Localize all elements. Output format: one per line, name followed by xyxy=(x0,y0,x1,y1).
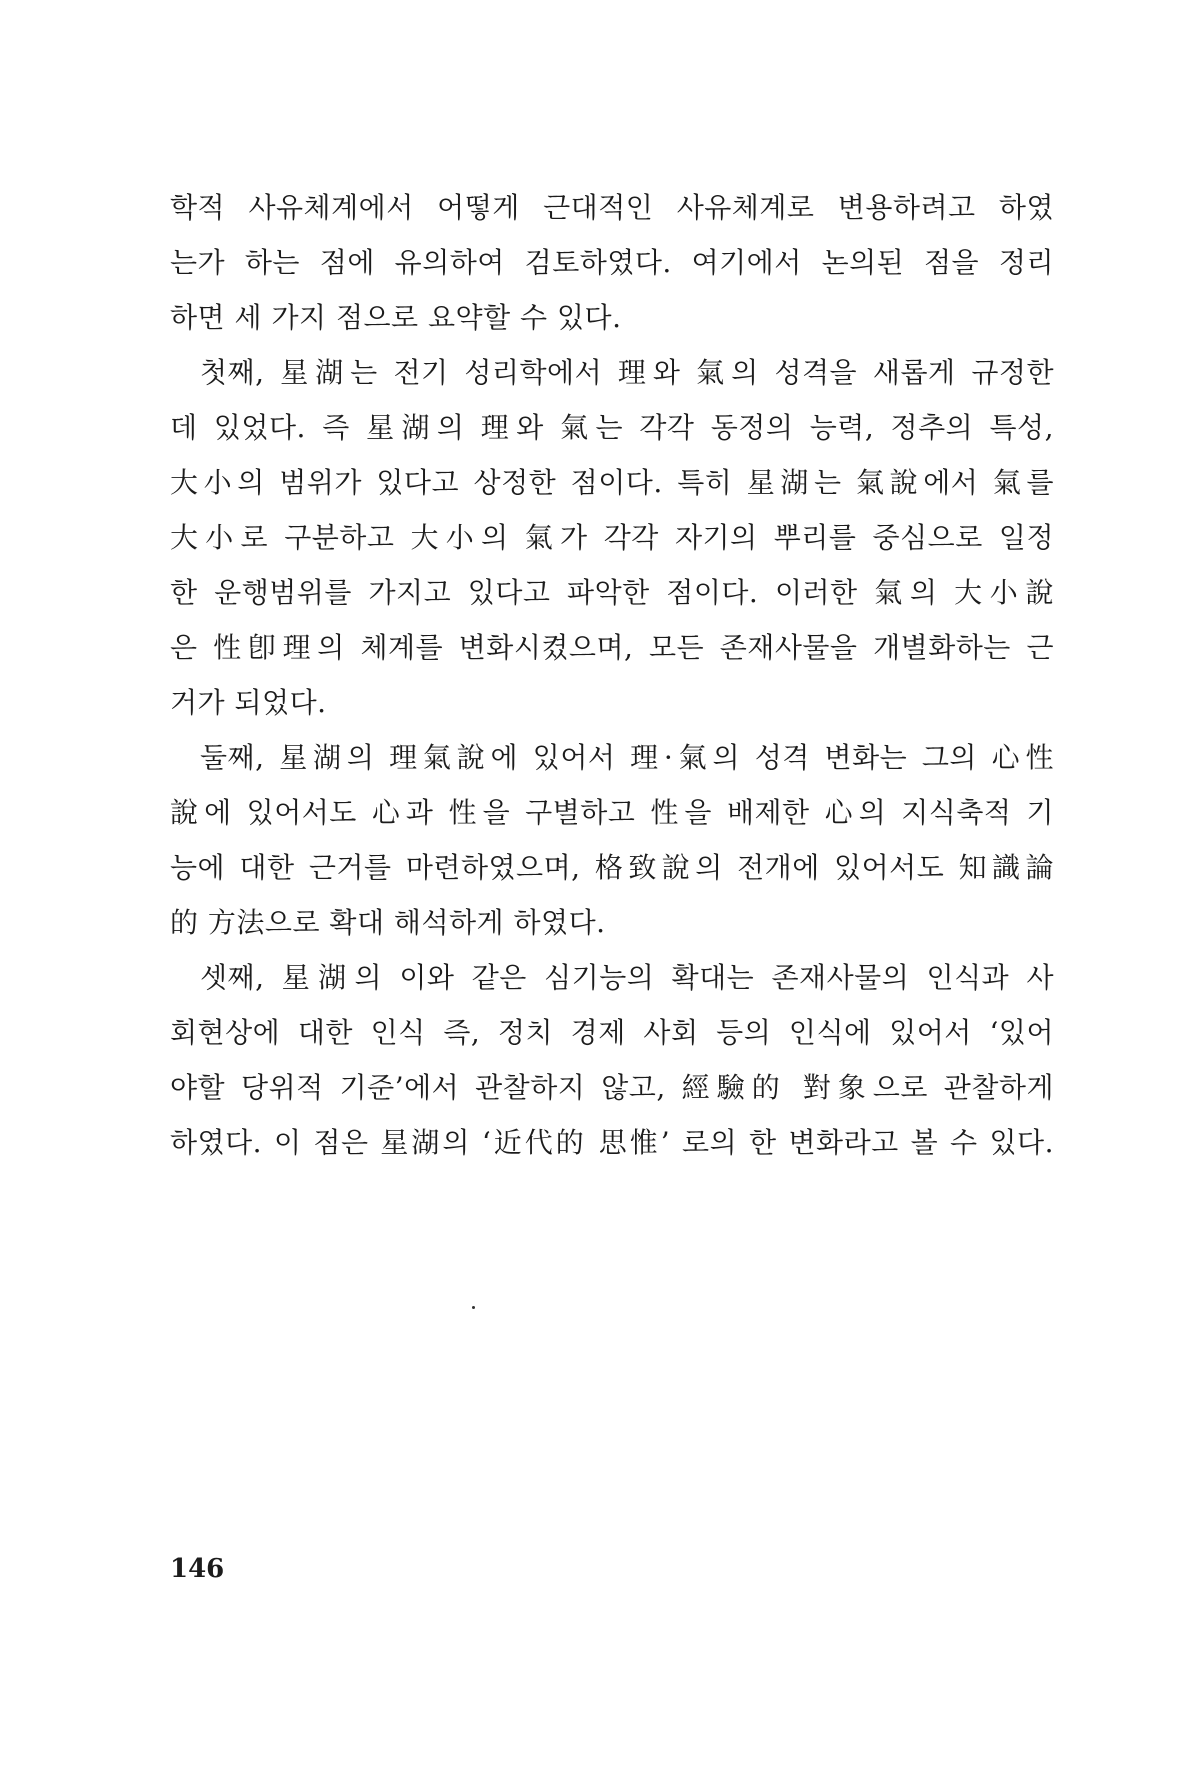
text-line: 야할 당위적 기준’에서 관찰하지 않고, 經驗的 對象으로 관찰하게 xyxy=(170,1071,1054,1104)
text-line: 大小의 범위가 있다고 상정한 점이다. 특히 星湖는 氣說에서 氣를 xyxy=(170,466,1054,499)
text-line: 은 性卽理의 체계를 변화시켰으며, 모든 존재사물을 개별화하는 근 xyxy=(170,631,1054,664)
text-line: 는가 하는 점에 유의하여 검토하였다. 여기에서 논의된 점을 정리 xyxy=(170,246,1054,279)
text-line: 하면 세 가지 점으로 요약할 수 있다. xyxy=(170,301,622,334)
text-line: 학적 사유체계에서 어떻게 근대적인 사유체계로 변용하려고 하였 xyxy=(170,191,1054,224)
text-line: 大小로 구분하고 大小의 氣가 각각 자기의 뿌리를 중심으로 일정 xyxy=(170,521,1054,554)
text-line: 하였다. 이 점은 星湖의 ‘近代的 思惟’ 로의 한 변화라고 볼 수 있다. xyxy=(170,1126,1054,1159)
text-line: 셋째, 星湖의 이와 같은 심기능의 확대는 존재사물의 인식과 사 xyxy=(200,961,1054,994)
paragraph-3 xyxy=(170,730,1054,950)
text-line: 한 운행범위를 가지고 있다고 파악한 점이다. 이러한 氣의 大小說 xyxy=(170,576,1054,609)
text-line: 說에 있어서도 心과 性을 구별하고 性을 배제한 心의 지식축적 기 xyxy=(170,796,1054,829)
paragraph-1 xyxy=(170,180,1054,345)
text-line: 둘째, 星湖의 理氣說에 있어서 理·氣의 성격 변화는 그의 心性 xyxy=(200,741,1054,774)
text-line: 첫째, 星湖는 전기 성리학에서 理와 氣의 성격을 새롭게 규정한 xyxy=(200,356,1054,389)
paragraph-4 xyxy=(170,950,1054,1170)
text-line: 데 있었다. 즉 星湖의 理와 氣는 각각 동정의 능력, 정추의 특성, xyxy=(170,411,1054,444)
stray-dot-mark xyxy=(472,1306,475,1309)
paragraph-2 xyxy=(170,345,1054,730)
page-number: 146 xyxy=(170,1554,225,1584)
text-line: 능에 대한 근거를 마련하였으며, 格致說의 전개에 있어서도 知識論 xyxy=(170,851,1054,884)
body-text xyxy=(170,180,1054,1170)
text-line: 회현상에 대한 인식 즉, 정치 경제 사회 등의 인식에 있어서 ‘있어 xyxy=(170,1016,1054,1049)
text-line: 的 方法으로 확대 해석하게 하였다. xyxy=(170,906,606,939)
text-line: 거가 되었다. xyxy=(170,686,327,719)
